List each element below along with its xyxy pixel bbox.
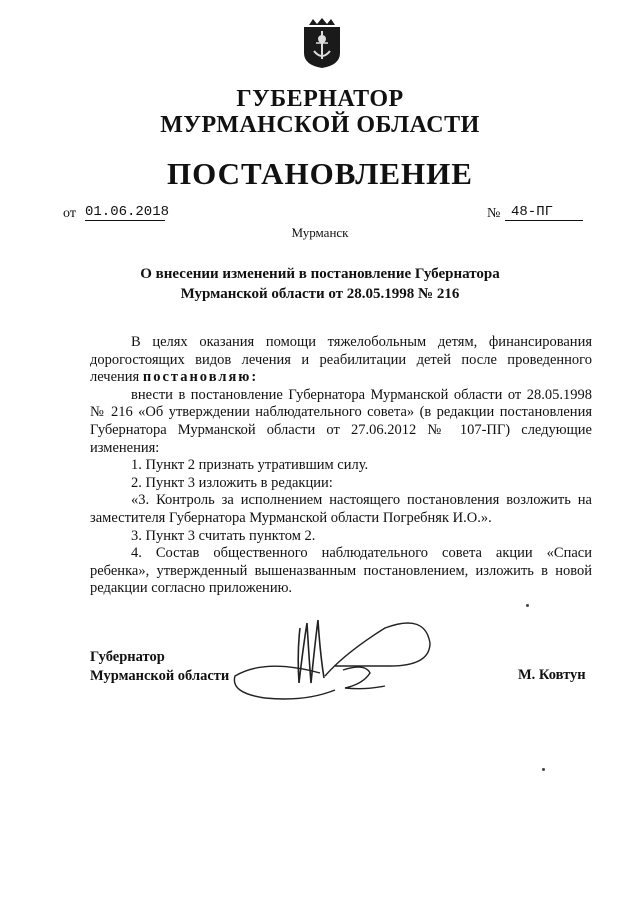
document-body — [90, 334, 592, 598]
scan-speck — [526, 604, 529, 607]
paragraph-item-4: 4. Состав общественного наблюдательного совета акции «Спаси ребенка», утвержденный вышеназванным постановлением, изложить в новой редакции согласно приложению. — [90, 545, 592, 597]
issuer-title-line2: МУРМАНСКОЙ ОБЛАСТИ — [160, 112, 480, 138]
paragraph-item-3: 3. Пункт 3 считать пунктом 2. — [131, 527, 316, 544]
document-number: 48-ПГ — [505, 204, 583, 221]
paragraph-item-1: 1. Пункт 2 признать утратившим силу. — [131, 457, 369, 474]
decree-keyword: постановляю: — [142, 369, 259, 386]
paragraph-preamble: В целях оказания помощи тяжелобольным детям, финансирования дорогостоящих видов лечения и реабилитации детей после проведенного лечения постановляю: — [90, 334, 592, 386]
city: Мурманск — [291, 225, 349, 240]
document-type: ПОСТАНОВЛЕНИЕ — [167, 156, 473, 191]
issuer-title-line1: ГУБЕРНАТОР — [236, 86, 404, 112]
signatory-title: Губернатор Мурманской области — [90, 649, 230, 684]
number-prefix: № — [487, 206, 501, 221]
handwritten-signature — [225, 598, 465, 708]
coat-of-arms-icon — [301, 17, 343, 69]
paragraph-quote: «3. Контроль за исполнением настоящего постановления возложить на заместителя Губернатора Мурманской области Погребняк И.О.». — [90, 492, 592, 526]
document-date: 01.06.2018 — [85, 204, 170, 220]
document-subject: О внесении изменений в постановление Губернатора Мурманской области от 28.05.1998 № 216 — [140, 266, 500, 302]
date-prefix: от — [63, 206, 76, 221]
paragraph-amend: внести в постановление Губернатора Мурманской области от 28.05.1998 № 216 «Об утверждении наблюдательного совета» (в редакции постановления Губернатора Мурманской области от 27.06.2012 № 107-ПГ) следующие изменения: — [90, 386, 592, 456]
signatory-name: М. Ковтун — [518, 667, 586, 683]
scan-speck — [542, 768, 545, 771]
paragraph-item-2: 2. Пункт 3 изложить в редакции: — [131, 474, 333, 491]
